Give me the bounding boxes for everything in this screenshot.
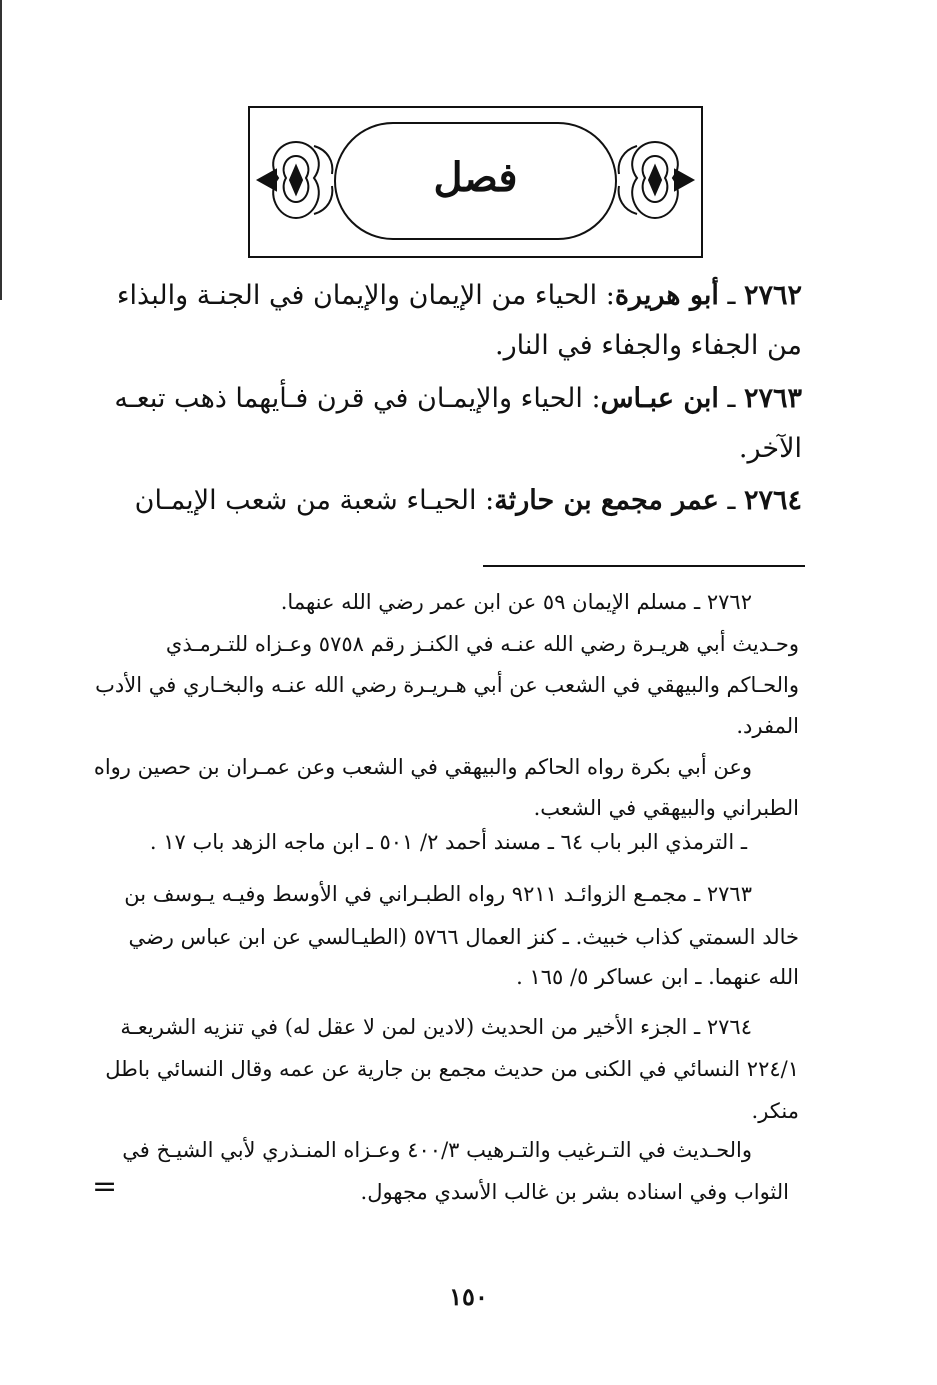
- footnote-line: الله عنهما. ـ ابن عساكر ٥/ ١٦٥ .: [516, 965, 799, 989]
- hadith-entry-2762-line1: ٢٧٦٢ ـ أبو هريرة: الحياء من الإيمان والإيمان في الجنـة والبذاء: [116, 280, 802, 311]
- footnote-line: والحـاكم والبيهقي في الشعب عن أبي هـريـرة رضي الله عنـه والبخـاري في الأدب: [95, 673, 799, 697]
- entry-number: ٢٧٦٤: [743, 485, 802, 516]
- chapter-header-cartouche: [334, 122, 617, 240]
- footnote-line: والحـديث في التـرغيب والتـرهيب ٤٠٠/٣ وعـزاه المنـذري لأبي الشيـخ في: [122, 1138, 752, 1162]
- footnote-line: ٢٧٦٢ ـ مسلم الإيمان ٥٩ عن ابن عمر رضي الله عنهما.: [280, 590, 752, 614]
- hadith-entry-2763-line2: الآخر.: [738, 433, 802, 464]
- page-number: ١٥٠: [449, 1282, 488, 1311]
- hadith-entry-2762-line2: من الجفاء والجفاء في النار.: [495, 330, 802, 361]
- entry-text: الحياء والإيمـان في قرن فـأيهما ذهب تبعـه: [114, 383, 583, 414]
- entry-number: ٢٧٦٢: [743, 280, 802, 311]
- footnote-line: الطبراني والبيهقي في الشعب.: [533, 796, 799, 820]
- entry-number: ٢٧٦٣: [743, 383, 802, 414]
- hadith-entry-2764-line1: ٢٧٦٤ ـ عمر مجمع بن حارثة: الحيـاء شعبة من شعب الإيمـان: [134, 485, 802, 516]
- footnote-separator: [483, 565, 805, 567]
- margin-mark: =: [92, 1169, 118, 1204]
- footnote-line: ٢٧٦٤ ـ الجزء الأخير من الحديث (لادين لمن لا عقل له) في تنزيه الشريعـة: [120, 1015, 752, 1039]
- entry-narrator: أبو هريرة: [614, 280, 719, 311]
- footnote-line: المفرد.: [736, 714, 799, 738]
- footnote-line: خالد السمتي كذاب خبيث. ـ كنز العمال ٥٧٦٦ (الطيـالسي عن ابن عباس رضي: [128, 925, 799, 949]
- entry-narrator: عمر مجمع بن حارثة: [494, 485, 719, 516]
- footnote-line: منكر.: [751, 1099, 799, 1123]
- arabesque-ornament-left-icon: [254, 122, 338, 240]
- footnote-line: وحـديث أبي هريـرة رضي الله عنـه في الكنـز رقم ٥٧٥٨ وعـزاه للتـرمـذي: [165, 632, 799, 656]
- entry-narrator: ابن عبـاس: [600, 383, 719, 414]
- footnote-line: ٢٧٦٣ ـ مجمـع الزوائـد ٩٢١١ رواه الطبـراني في الأوسط وفيـه يـوسف بن: [124, 882, 752, 906]
- page-edge-rule: [0, 0, 2, 300]
- arabesque-ornament-right-icon: [613, 122, 697, 240]
- entry-text: الحياء من الإيمان والإيمان في الجنـة والبذاء: [116, 280, 598, 311]
- footnote-line: ٢٢٤/١ النسائي في الكنى من حديث مجمع بن جارية عن عمه وقال النسائي باطل: [105, 1057, 799, 1081]
- chapter-title: فصل: [433, 154, 518, 201]
- footnote-line: وعن أبي بكرة رواه الحاكم والبيهقي في الشعب وعن عمـران بن حصين رواه: [93, 755, 752, 779]
- hadith-entry-2763-line1: ٢٧٦٣ ـ ابن عبـاس: الحياء والإيمـان في قرن فـأيهما ذهب تبعـه: [114, 383, 802, 414]
- entry-text: الحيـاء شعبة من شعب الإيمـان: [134, 485, 477, 516]
- footnote-line: ـ الترمذي البر باب ٦٤ ـ مسند أحمد ٢/ ٥٠١ ـ ابن ماجه الزهد باب ١٧ .: [149, 830, 747, 854]
- footnote-line: الثواب وفي اسناده بشر بن غالب الأسدي مجهول.: [360, 1180, 789, 1204]
- chapter-header-frame: [248, 106, 703, 258]
